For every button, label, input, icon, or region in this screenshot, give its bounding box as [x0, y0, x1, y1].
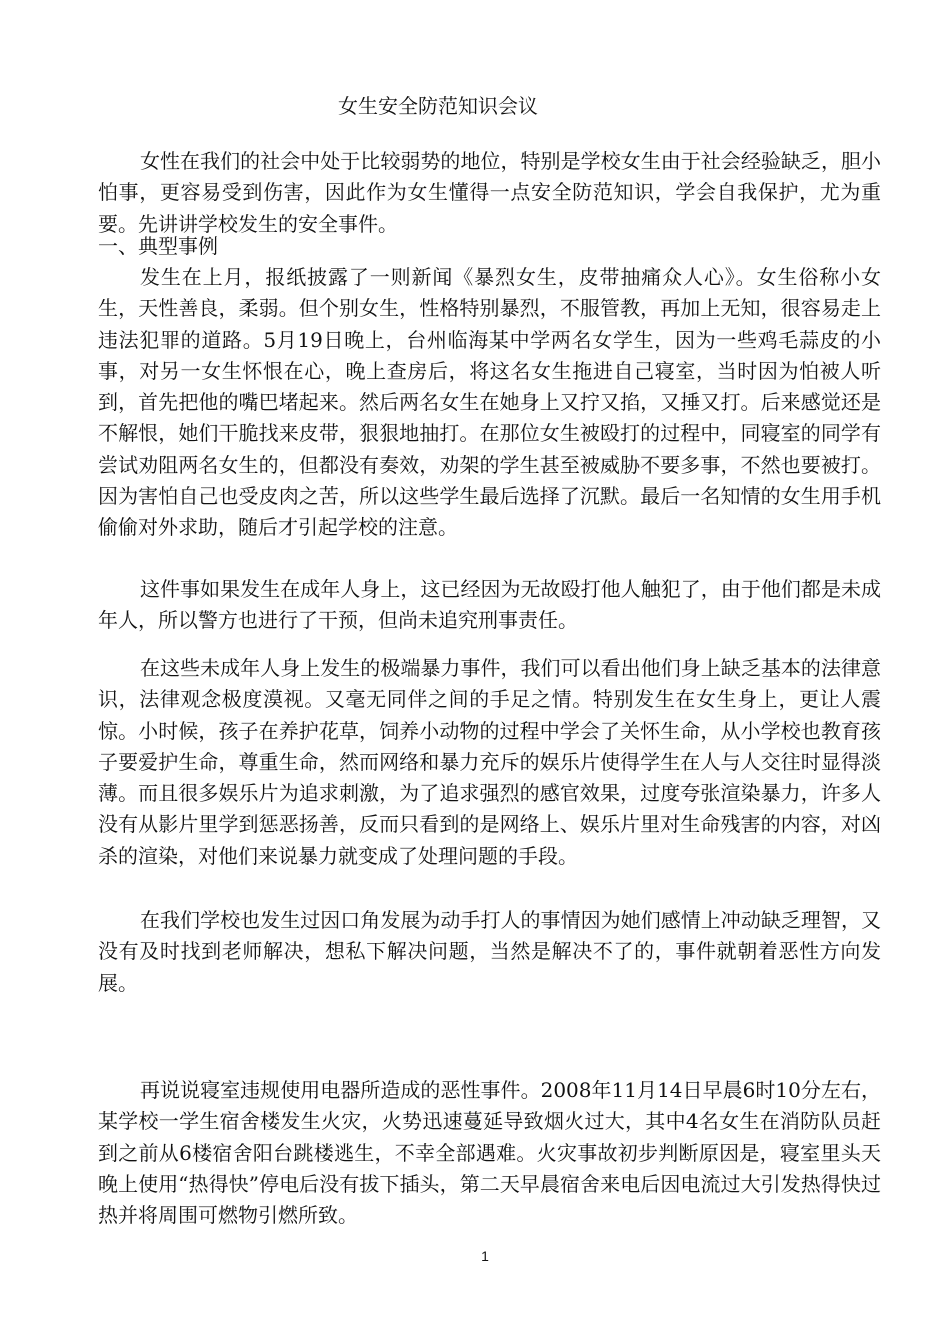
school-incident-paragraph: 在我们学校也发生过因口角发展为动手打人的事情因为她们感情上冲动缺乏理智，又没有及时找到老师解决，想私下解决问题，当然是解决不了的，事件就朝着恶性方向发展。 [98, 908, 881, 995]
intro-paragraph: 女性在我们的社会中处于比较弱势的地位，特别是学校女生由于社会经验缺乏，胆小怕事，更容易受到伤害，因此作为女生懂得一点安全防范知识，学会自我保护，尤为重要。先讲讲学校发生的安全事件。 [98, 149, 881, 236]
case-paragraph: 发生在上月，报纸披露了一则新闻《暴烈女生，皮带抽痛众人心》。女生俗称小女生，天性善良，柔弱。但个别女生，性格特别暴烈，不服管教，再加上无知，很容易走上违法犯罪的道路。5月19日晚上，台州临海某中学两名女学生，因为一些鸡毛蒜皮的小事，对另一女生怀恨在心，晚上查房后，将这名女生拖进自己寝室，当时因为怕被人听到，首先把他的嘴巴堵起来。然后两名女生在她身上又拧又掐，又捶又打。后来感觉还是不解恨，她们干脆找来皮带，狠狠地抽打。在那位女生被殴打的过程中，同寝室的同学有尝试劝阻两名女生的，但都没有奏效，劝架的学生甚至被威胁不要多事，不然也要被打。因为害怕自己也受皮肉之苦，所以这些学生最后选择了沉默。最后一名知情的女生用手机偷偷对外求助，随后才引起学校的注意。 [98, 265, 881, 540]
document-title: 女生安全防范知识会议 [338, 94, 538, 118]
fire-incident-paragraph: 再说说寝室违规使用电器所造成的恶性事件。2008年11月14日早晨6时10分左右，某学校一学生宿舍楼发生火灾，火势迅速蔓延导致烟火过大，其中4名女生在消防队员赶到之前从6楼宿舍阳台跳楼逃生，不幸全部遇难。火灾事故初步判断原因是，寝室里头天晚上使用“热得快”停电后没有拔下插头，第二天早晨宿舍来电后因电流过大引发热得快过热并将周围可燃物引燃所致。 [98, 1078, 881, 1228]
section-heading: 一、典型事例 [98, 234, 218, 258]
page-number: 1 [481, 1248, 489, 1264]
legal-paragraph: 这件事如果发生在成年人身上，这已经因为无故殴打他人触犯了，由于他们都是未成年人，所以警方也进行了干预，但尚未追究刑事责任。 [98, 577, 881, 633]
analysis-paragraph: 在这些未成年人身上发生的极端暴力事件，我们可以看出他们身上缺乏基本的法律意识，法律观念极度漠视。又毫无同伴之间的手足之情。特别发生在女生身上，更让人震惊。小时候，孩子在养护花草，饲养小动物的过程中学会了关怀生命，从小学校也教育孩子要爱护生命，尊重生命，然而网络和暴力充斥的娱乐片使得学生在人与人交往时显得淡薄。而且很多娱乐片为追求刺激，为了追求强烈的感官效果，过度夸张渲染暴力，许多人没有从影片里学到惩恶扬善，反而只看到的是网络上、娱乐片里对生命残害的内容，对凶杀的渲染，对他们来说暴力就变成了处理问题的手段。 [98, 656, 881, 868]
